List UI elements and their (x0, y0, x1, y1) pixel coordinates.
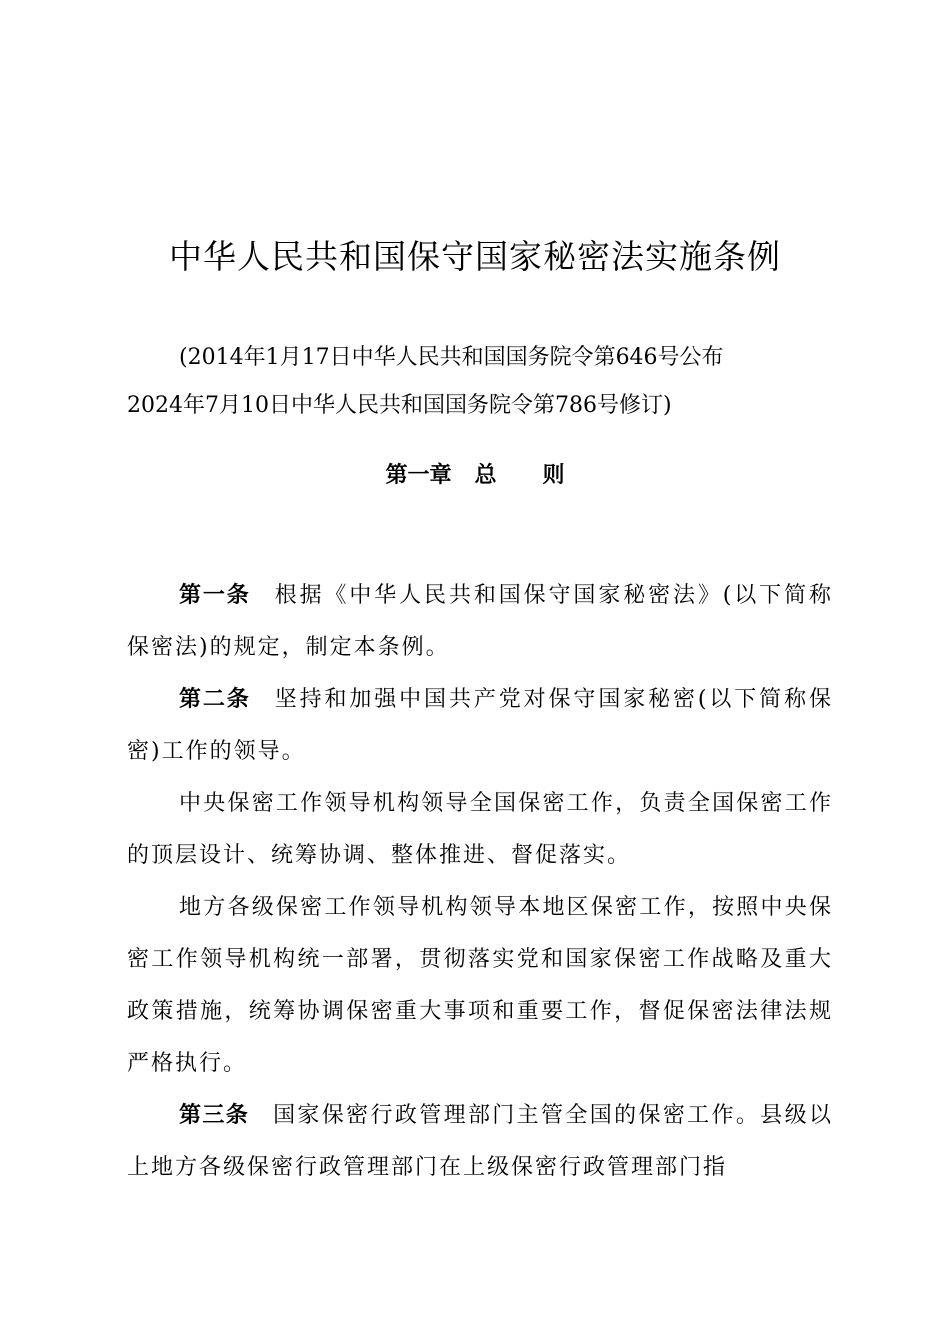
document-body (127, 570, 833, 1194)
article-1 (127, 570, 833, 674)
article-label: 第二条 (179, 687, 251, 712)
article-text: 坚持和加强中国共产党对保守国家秘密(以下简称保密)工作的领导。 (127, 687, 833, 764)
article-2 (127, 674, 833, 778)
promulgation-note (127, 334, 833, 430)
document-title: 中华人民共和国保守国家秘密法实施条例 (169, 237, 781, 276)
article-text: 根据《中华人民共和国保守国家秘密法》(以下简称保密法)的规定，制定本条例。 (127, 583, 833, 660)
article-text: 中央保密工作领导机构领导全国保密工作，负责全国保密工作的顶层设计、统筹协调、整体推进、督促落实。 (127, 791, 833, 868)
article-label: 第三条 (179, 1103, 250, 1128)
promulgation-line-1: (2014年1月17日中华人民共和国国务院令第646号公布 (179, 345, 724, 370)
article-3 (127, 1090, 833, 1194)
article-2-paragraph-2 (127, 778, 833, 882)
chapter-heading: 第一章 总 则 (385, 463, 565, 488)
article-2-paragraph-3 (127, 882, 833, 1090)
promulgation-line-2: 2024年7月10日中华人民共和国国务院令第786号修订) (127, 393, 672, 418)
article-text: 地方各级保密工作领导机构领导本地区保密工作，按照中央保密工作领导机构统一部署，贯彻落实党和国家保密工作战略及重大政策措施，统筹协调保密重大事项和重要工作，督促保密法律法规严格执行。 (127, 895, 833, 1076)
article-label: 第一条 (179, 583, 251, 608)
article-text: 国家保密行政管理部门主管全国的保密工作。县级以上地方各级保密行政管理部门在上级保密行政管理部门指 (127, 1103, 833, 1180)
